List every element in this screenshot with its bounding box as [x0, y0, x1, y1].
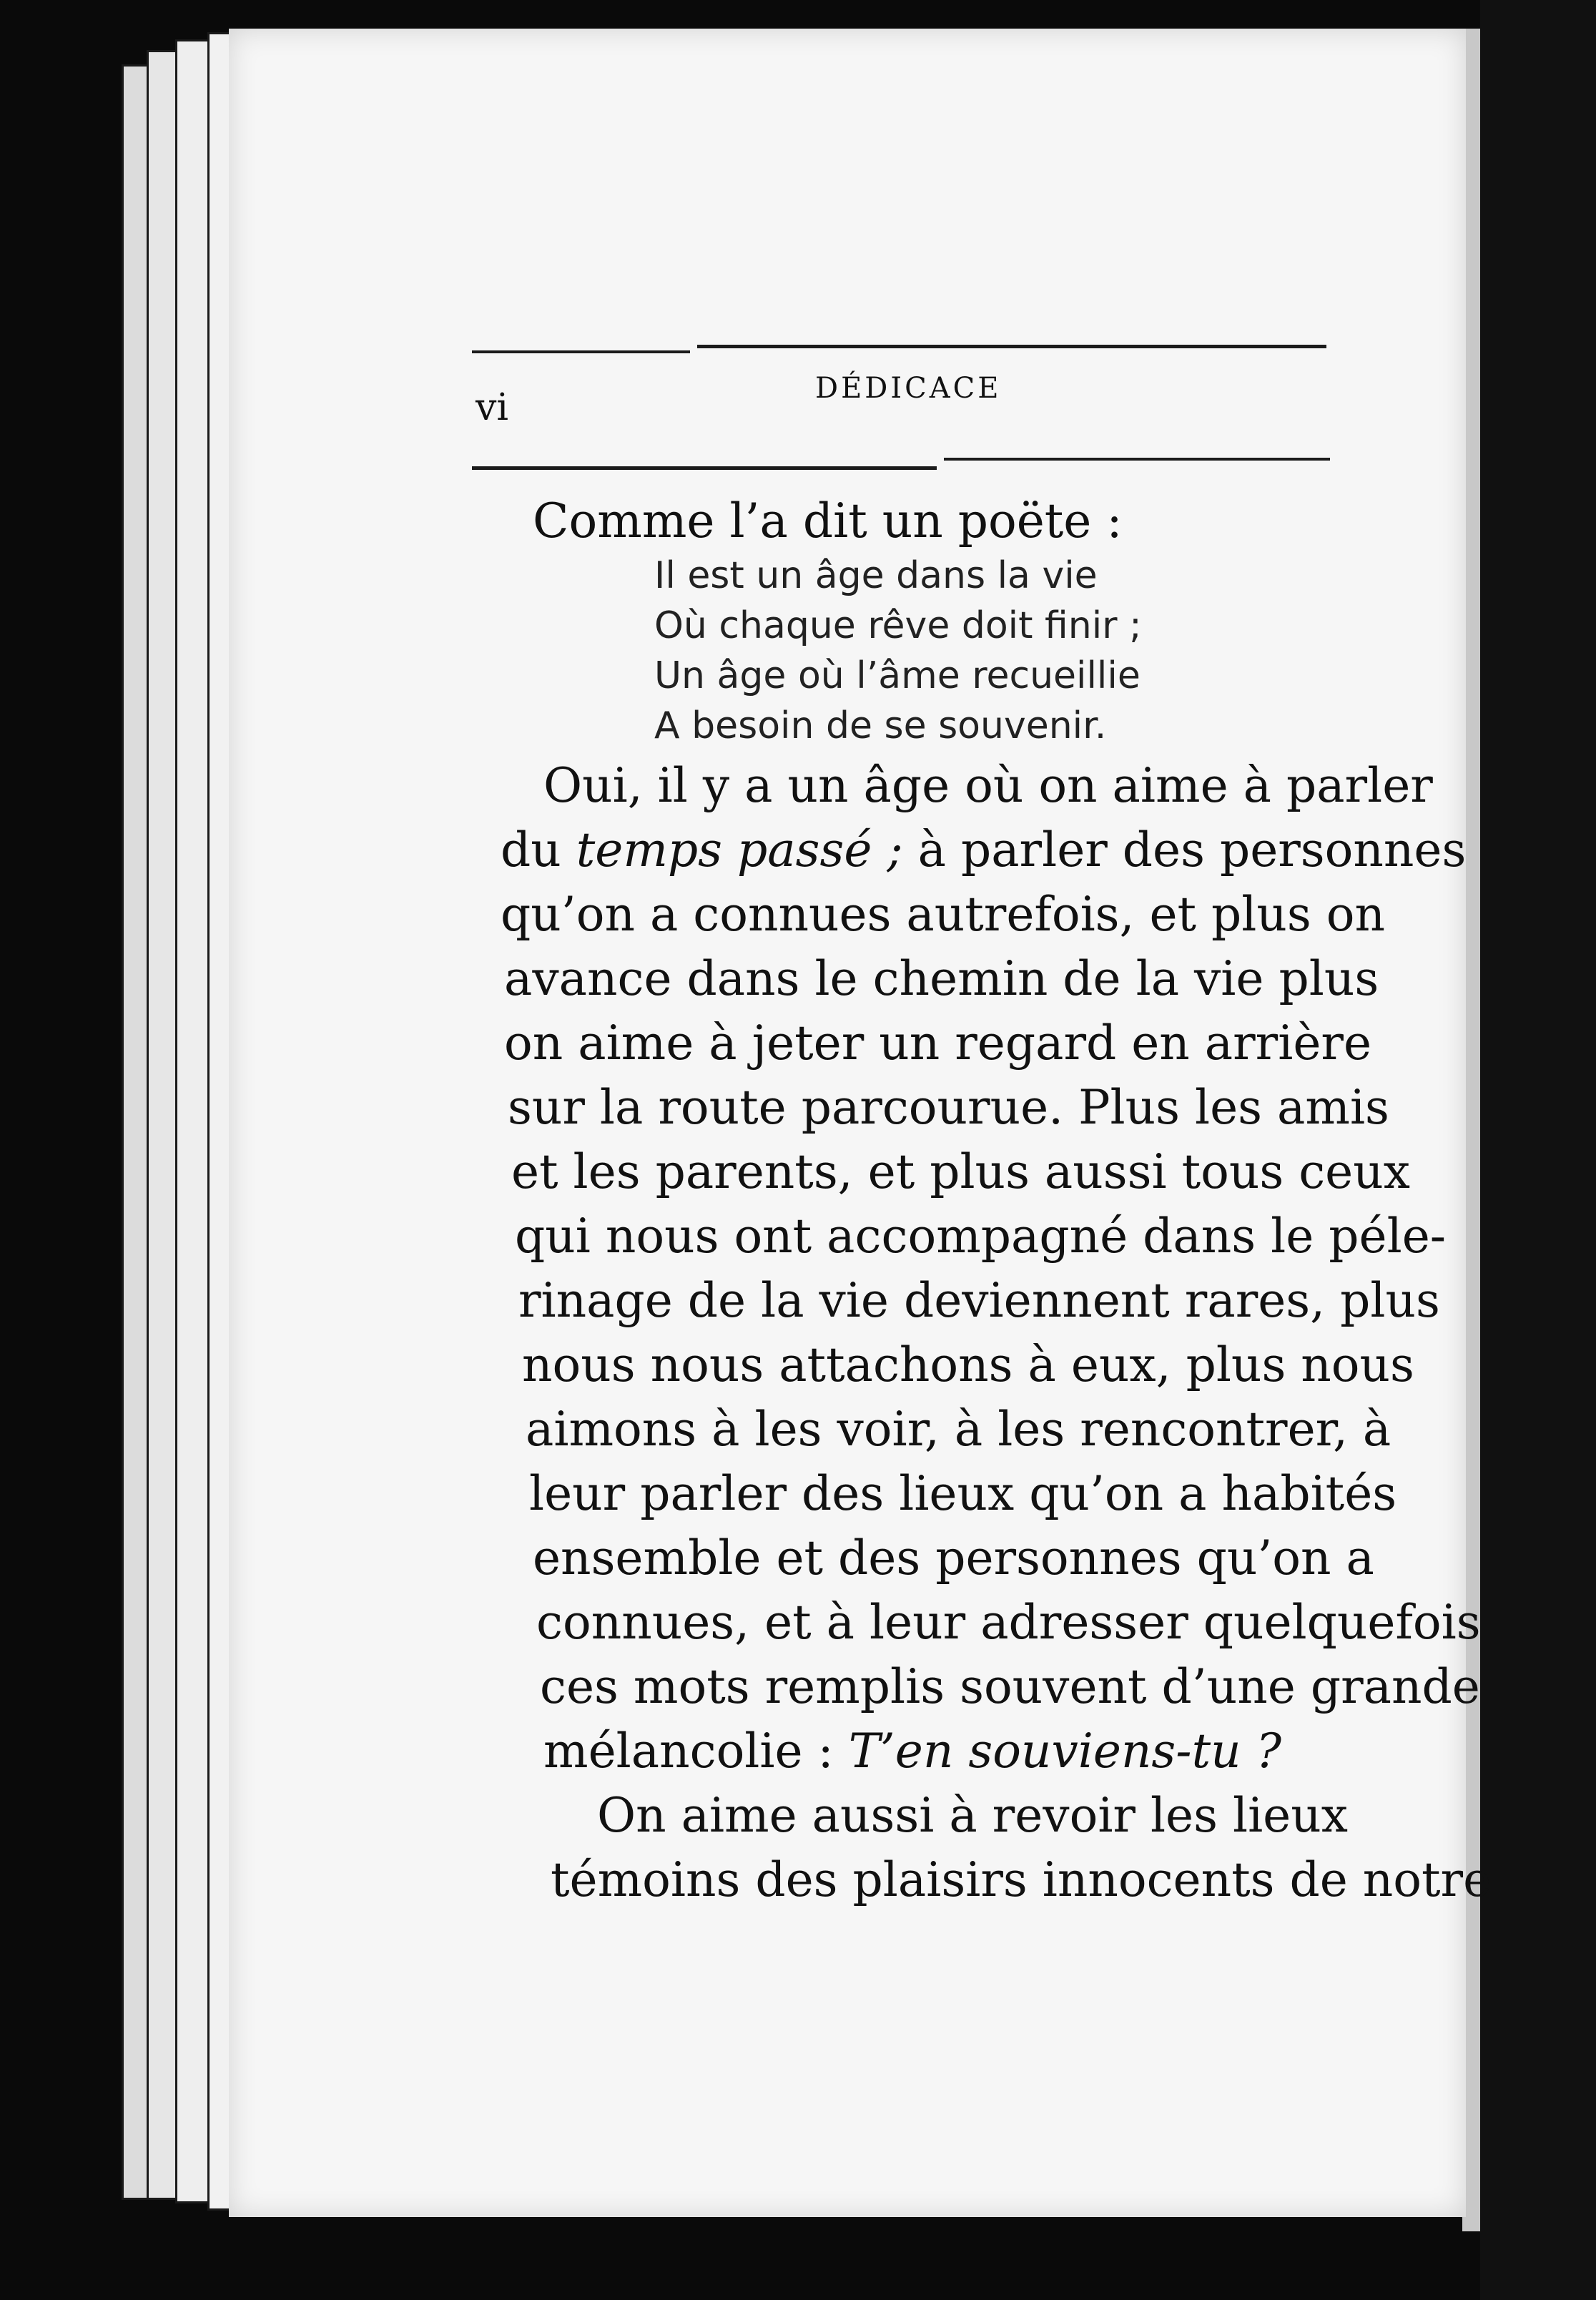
- verse-line: Un âge où l’âme recueillie: [654, 654, 1141, 697]
- paragraph-line: leur parler des lieux qu’on a habités: [529, 1466, 1397, 1521]
- verse-line: Il est un âge dans la vie: [654, 554, 1098, 597]
- paragraph-line: On aime aussi à revoir les lieux: [597, 1788, 1348, 1843]
- header-rule-top: [697, 345, 1326, 348]
- paragraph-line: témoins des plaisirs innocents de notre: [551, 1852, 1492, 1907]
- paragraph-line: nous nous attachons à eux, plus nous: [522, 1337, 1414, 1392]
- paragraph-line: ces mots remplis souvent d’une grande: [540, 1659, 1480, 1714]
- intro-line: Comme l’a dit un poëte :: [533, 493, 1123, 549]
- paragraph-line: sur la route parcourue. Plus les amis: [508, 1080, 1389, 1135]
- running-title: DÉDICACE: [815, 372, 1002, 405]
- page-number: vi: [476, 386, 509, 429]
- paragraph-line: qu’on a connues autrefois, et plus on: [501, 887, 1386, 942]
- paragraph-line: avance dans le chemin de la vie plus: [504, 951, 1379, 1006]
- paragraph-line: ensemble et des personnes qu’on a: [533, 1530, 1374, 1586]
- paragraph-line: et les parents, et plus aussi tous ceux: [511, 1144, 1410, 1199]
- paragraph-line: on aime à jeter un regard en arrière: [504, 1016, 1372, 1071]
- paragraph-line: aimons à les voir, à les rencontrer, à: [526, 1402, 1391, 1457]
- paragraph-line: mélancolie : T’en souviens-tu ?: [543, 1724, 1281, 1779]
- book-spine: [1480, 0, 1596, 2300]
- header-rule-bottom: [944, 458, 1330, 461]
- verse-line: A besoin de se souvenir.: [654, 704, 1107, 747]
- verse-line: Où chaque rêve doit finir ;: [654, 604, 1142, 647]
- emphasis: temps passé ;: [576, 822, 903, 878]
- emphasis: T’en souviens-tu ?: [848, 1724, 1281, 1779]
- paragraph-line: rinage de la vie deviennent rares, plus: [518, 1273, 1440, 1328]
- header-rule-bottom: [472, 466, 937, 470]
- paragraph-line: qui nous ont accompagné dans le péle-: [515, 1209, 1447, 1264]
- header-rule-top: [472, 350, 690, 353]
- paragraph-line: du temps passé ; à parler des personnes: [501, 822, 1467, 878]
- paragraph-line: Oui, il y a un âge où on aime à parler: [543, 758, 1433, 813]
- paragraph-line: connues, et à leur adresser quelquefois: [536, 1595, 1481, 1650]
